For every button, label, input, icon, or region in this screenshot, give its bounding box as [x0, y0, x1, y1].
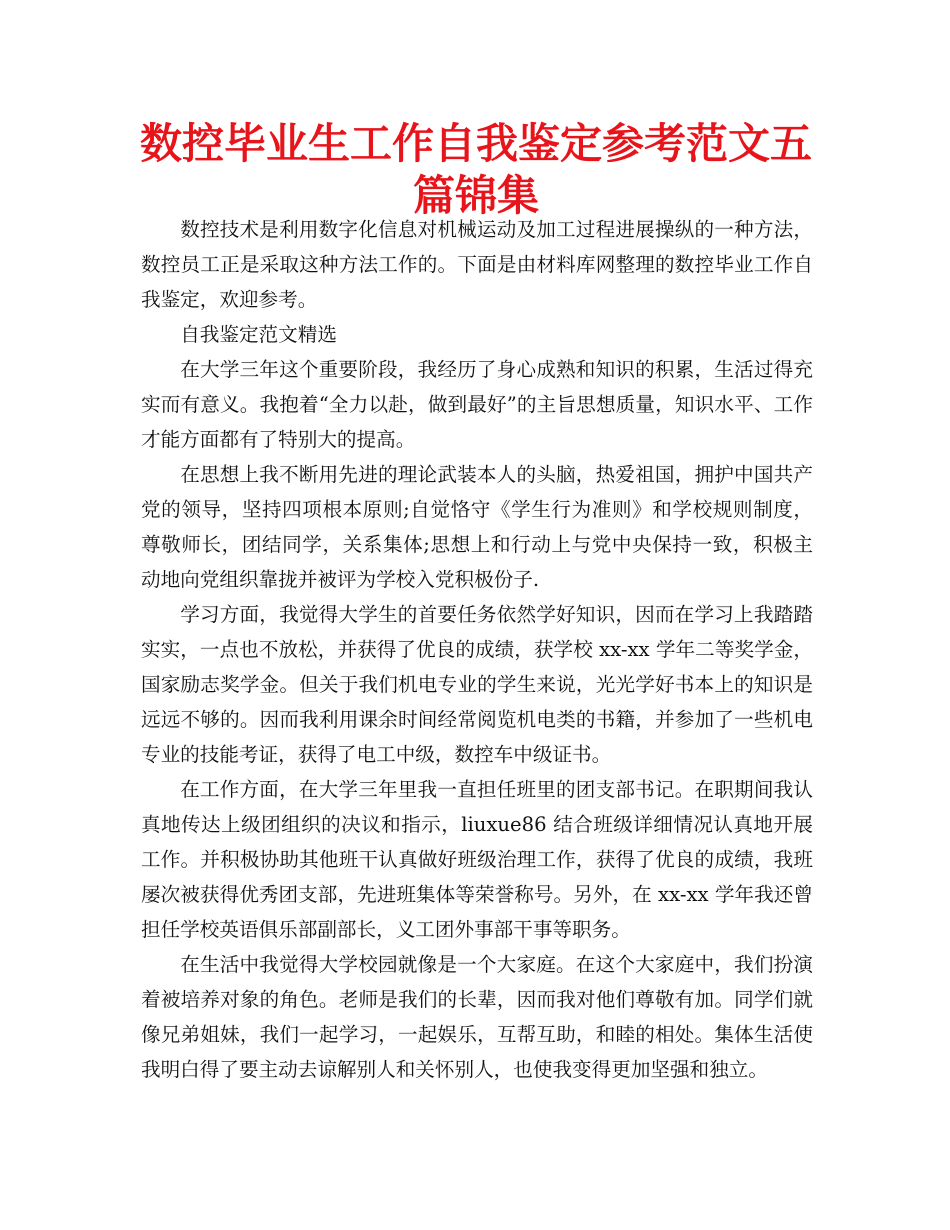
- paragraph-life: 在生活中我觉得大学校园就像是一个大家庭。在这个大家庭中，我们扮演着被培养对象的角色。老师是我们的长辈，因而我对他们尊敬有加。同学们就像兄弟姐妹，我们一起学习，一起娱乐，互帮互助，和睦的相处。集体生活使我明白得了要主动去谅解别人和关怀别人，也使我变得更加坚强和独立。: [141, 953, 813, 1081]
- paragraph-overview: 在大学三年这个重要阶段，我经历了身心成熟和知识的积累，生活过得充实而有意义。我抱着“全力以赴，做到最好”的主旨思想质量，知识水平、工作才能方面都有了特别大的提高。: [141, 358, 813, 451]
- paragraph-study: 学习方面，我觉得大学生的首要任务依然学好知识，因而在学习上我踏踏实实，一点也不放松，并获得了优良的成绩，获学校 xx-xx 学年二等奖学金，国家励志奖学金。但关于我们机电专业的学生来说，光光学好书本上的知识是远远不够的。因而我利用课余时间经常阅览机电类的书籍，并参加了一些机电专业的技能考证，获得了电工中级，数控车中级证书。: [141, 603, 813, 766]
- paragraph-intro: 数控技术是利用数字化信息对机械运动及加工过程进展操纵的一种方法，数控员工正是采取这种方法工作的。下面是由材料库网整理的数控毕业工作自我鉴定，欢迎参考。: [141, 218, 813, 311]
- section-heading: 自我鉴定范文精选: [180, 323, 337, 346]
- paragraph-work: 在工作方面，在大学三年里我一直担任班里的团支部书记。在职期间我认真地传达上级团组织的决议和指示，liuxue86 结合班级详细情况认真地开展工作。并积极协助其他班干认真做好班级治理工作，获得了优良的成绩，我班屡次被获得优秀团支部，先进班集体等荣誉称号。另外，在 xx-xx 学年我还曾担任学校英语俱乐部副部长，义工团外事部干事等职务。: [141, 778, 813, 941]
- document-body: [141, 212, 813, 1087]
- document-title: 数控毕业生工作自我鉴定参考范文五篇锦集: [140, 119, 813, 220]
- paragraph-thought: 在思想上我不断用先进的理论武装本人的头脑，热爱祖国，拥护中国共产党的领导，坚持四项根本原则;自觉恪守《学生行为准则》和学校规则制度，尊敬师长，团结同学，关系集体;思想上和行动上与党中央保持一致，积极主动地向党组织靠拢并被评为学校入党积极份子.: [141, 463, 813, 591]
